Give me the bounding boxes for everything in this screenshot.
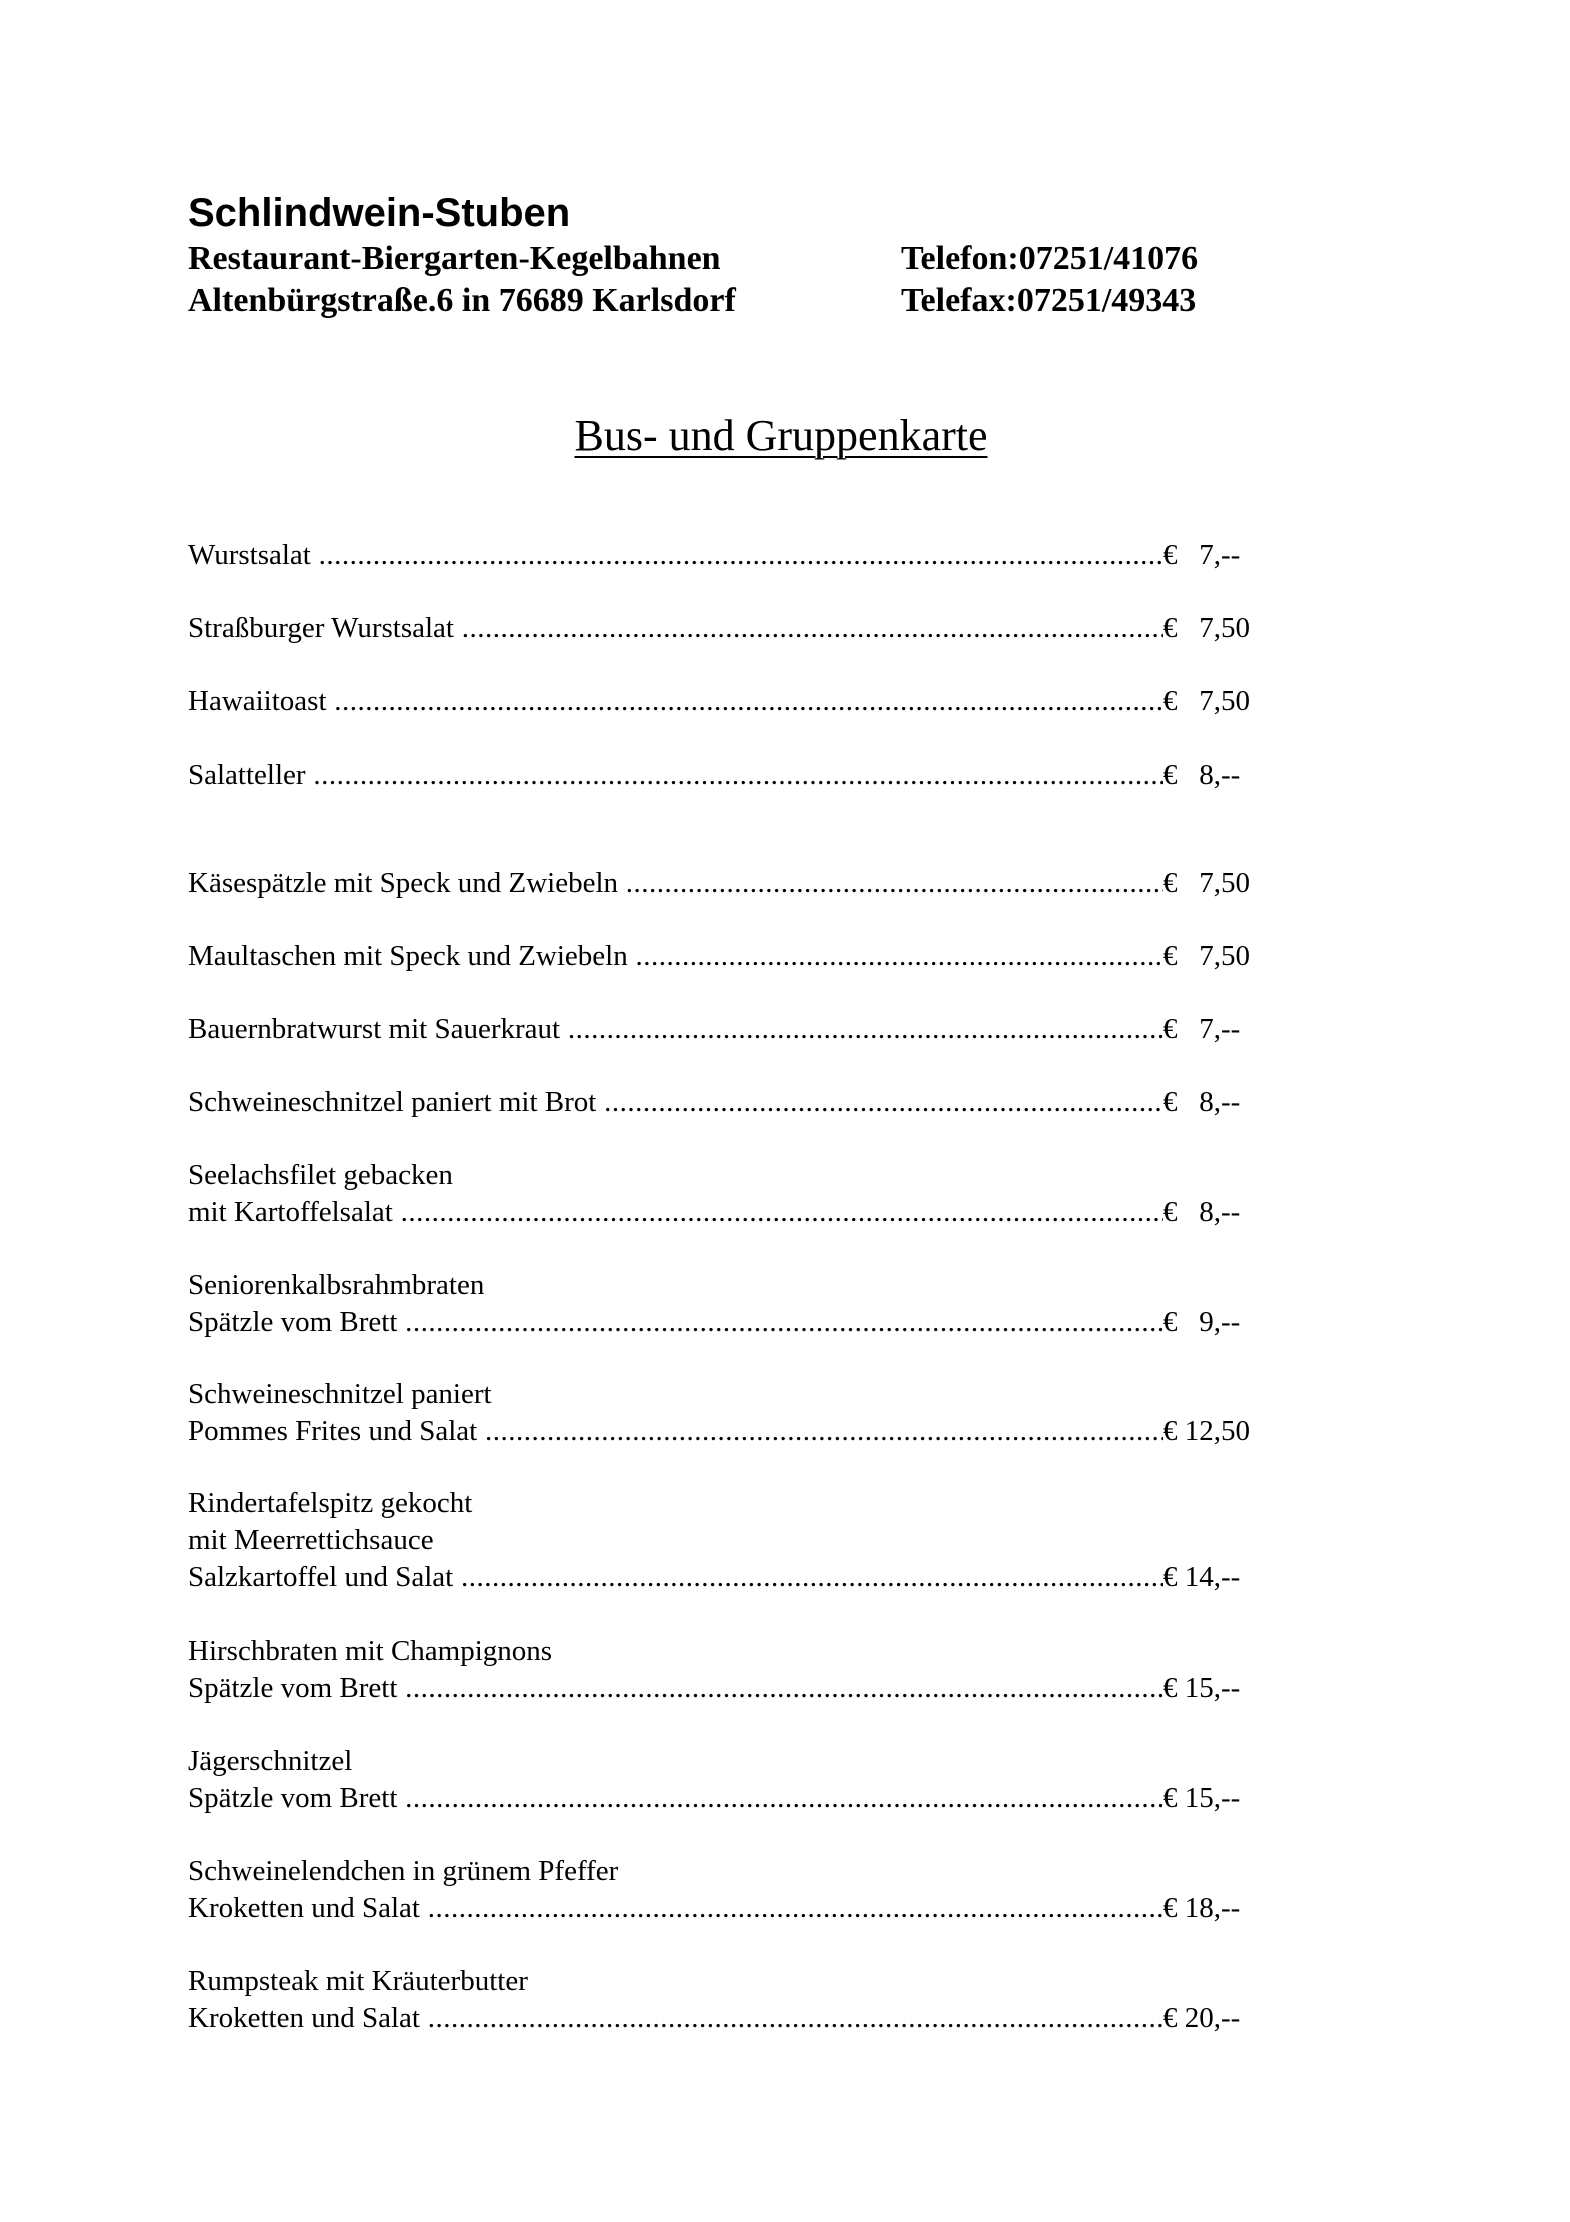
menu-item-description: Schweineschnitzel paniert [188, 1378, 492, 1410]
menu-item-name: Wurstsalat ..... [188, 537, 1163, 574]
menu-item-description: Hirschbraten mit Champignons [188, 1635, 553, 1667]
menu-item-price: € 8,-- [1163, 1086, 1241, 1118]
menu-item-line [188, 1084, 1268, 1121]
menu-item-name: mit Kartoffelsalat ..... [188, 1194, 1163, 1231]
menu-item-description: Rindertafelspitz gekocht [188, 1487, 473, 1519]
menu-item-description: Seniorenkalbsrahmbraten [188, 1269, 485, 1301]
menu-item-name: Pommes Frites und Salat ..... [188, 1413, 1163, 1450]
menu-item-line [188, 683, 1268, 720]
menu-item [188, 537, 1268, 574]
menu-item-line [188, 757, 1268, 794]
menu-item [188, 1853, 1268, 1927]
menu-item-name: Spätzle vom Brett ..... [188, 1304, 1163, 1341]
restaurant-address: Altenbürgstraße.6 in 76689 Karlsdorf [188, 282, 736, 319]
menu-item-price: € 8,-- [1163, 759, 1241, 791]
menu-item-price: € 7,50 [1163, 940, 1250, 972]
menu-item [188, 1743, 1268, 1817]
menu-item-price: € 18,-- [1163, 1892, 1241, 1924]
menu-item-price: € 14,-- [1163, 1561, 1241, 1593]
menu-item-name: Spätzle vom Brett ..... [188, 1670, 1163, 1707]
menu-title [0, 410, 1570, 462]
menu-item-line [188, 1890, 1268, 1927]
menu-item-price: € 15,-- [1163, 1672, 1241, 1704]
menu-item-line [188, 2000, 1268, 2037]
menu-item-line [188, 1011, 1268, 1048]
menu-title-text: Bus- und Gruppenkarte [574, 411, 988, 460]
menu-item-price: € 20,-- [1163, 2002, 1241, 2034]
menu-item [188, 1633, 1268, 1707]
menu-item-name: Maultaschen mit Speck und Zwiebeln ..... [188, 938, 1163, 975]
menu-item-line [188, 1304, 1268, 1341]
restaurant-name: Schlindwein-Stuben [188, 191, 571, 235]
menu-item-line [188, 1780, 1268, 1817]
menu-item-description: Jägerschnitzel [188, 1745, 353, 1777]
menu-item-name: Spätzle vom Brett ..... [188, 1780, 1163, 1817]
menu-item-price: € 12,50 [1163, 1415, 1250, 1447]
menu-item-name: Hawaiitoast ..... [188, 683, 1163, 720]
menu-item-name: Bauernbratwurst mit Sauerkraut ..... [188, 1011, 1163, 1048]
menu-item [188, 938, 1268, 975]
menu-item-name: Kroketten und Salat ..... [188, 1890, 1163, 1927]
menu-item-price: € 7,-- [1163, 1013, 1241, 1045]
menu-item-name: Schweineschnitzel paniert mit Brot ..... [188, 1084, 1163, 1121]
menu-item-price: € 7,50 [1163, 685, 1250, 717]
menu-item-line [188, 865, 1268, 902]
menu-item-line [188, 537, 1268, 574]
menu-item [188, 757, 1268, 794]
menu-item-price: € 7,50 [1163, 612, 1250, 644]
menu-item-name: Käsespätzle mit Speck und Zwiebeln ..... [188, 865, 1163, 902]
menu-item [188, 1963, 1268, 2037]
menu-item-price: € 8,-- [1163, 1196, 1241, 1228]
menu-item-description: Seelachsfilet gebacken [188, 1159, 453, 1191]
menu-item [188, 1267, 1268, 1341]
menu-item-line [188, 1559, 1268, 1596]
menu-item [188, 865, 1268, 902]
menu-item-price: € 9,-- [1163, 1306, 1241, 1338]
menu-item-price: € 15,-- [1163, 1782, 1241, 1814]
menu-item [188, 1376, 1268, 1450]
menu-item-price: € 7,-- [1163, 539, 1241, 571]
menu-item-description: Schweinelendchen in grünem Pfeffer [188, 1855, 619, 1887]
menu-item-line [188, 610, 1268, 647]
menu-item-line [188, 938, 1268, 975]
telephone-number: Telefon:07251/41076 [901, 240, 1199, 277]
menu-item [188, 610, 1268, 647]
menu-item [188, 1485, 1268, 1596]
menu-item [188, 1084, 1268, 1121]
menu-item-line [188, 1194, 1268, 1231]
menu-item-line [188, 1670, 1268, 1707]
menu-item [188, 1157, 1268, 1231]
menu-item-name: Salzkartoffel und Salat ..... [188, 1559, 1163, 1596]
menu-item-name: Kroketten und Salat ..... [188, 2000, 1163, 2037]
menu-item-name: Salatteller ..... [188, 757, 1163, 794]
fax-number: Telefax:07251/49343 [901, 282, 1197, 319]
menu-item [188, 1011, 1268, 1048]
menu-item-price: € 7,50 [1163, 867, 1250, 899]
menu-item-name: Straßburger Wurstsalat ..... [188, 610, 1163, 647]
menu-item-line [188, 1413, 1268, 1450]
menu-item-description: Rumpsteak mit Kräuterbutter [188, 1965, 528, 1997]
restaurant-subtitle: Restaurant-Biergarten-Kegelbahnen [188, 240, 721, 277]
menu-item-description: mit Meerrettichsauce [188, 1524, 434, 1556]
menu-item [188, 683, 1268, 720]
